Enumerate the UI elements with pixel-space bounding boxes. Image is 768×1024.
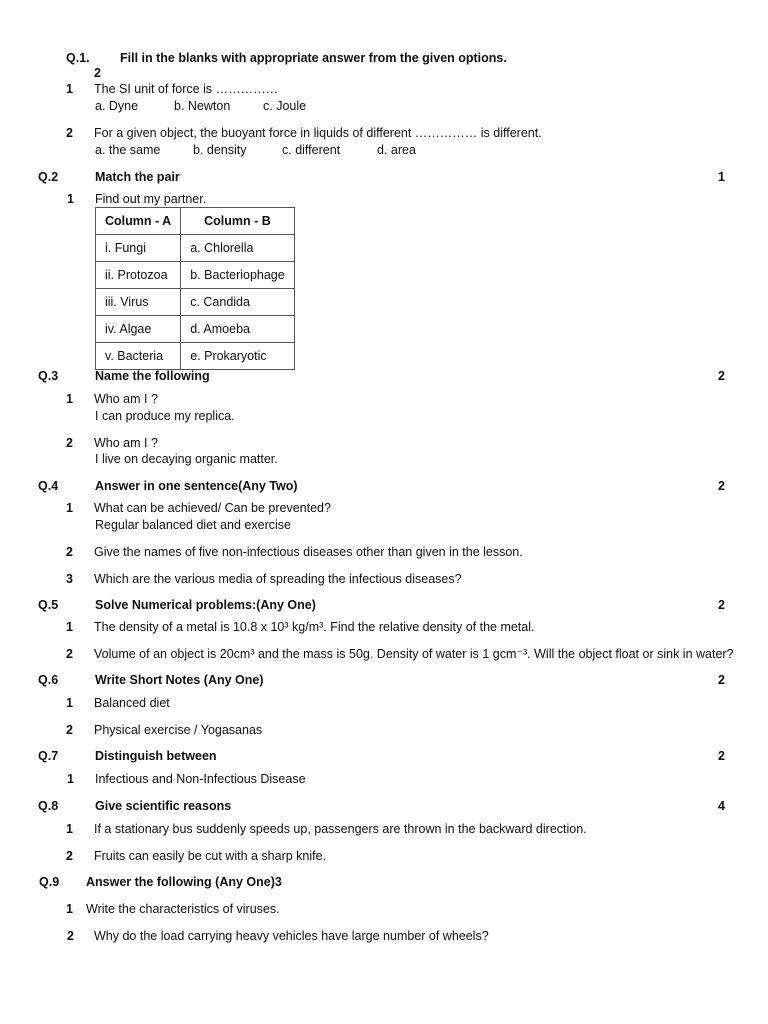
q6-number: Q.6: [38, 673, 59, 687]
q2-number: Q.2: [38, 170, 59, 184]
q4-item-1-sub: Regular balanced diet and exercise: [95, 518, 291, 532]
q9-item-2-number: 2: [67, 929, 74, 943]
q4-title: Answer in one sentence(Any Two): [95, 479, 298, 493]
table-row: [96, 262, 295, 289]
table-cell: b. Bacteriophage: [181, 262, 295, 289]
q1-item-2-option-c: c. different: [282, 143, 341, 157]
q2-item-1-number: 1: [67, 192, 74, 206]
column-b-header: Column - B: [181, 208, 295, 235]
table-header-row: [96, 208, 295, 235]
table-row: [96, 316, 295, 343]
table-cell: iv. Algae: [96, 316, 181, 343]
q6-item-1-text: Balanced diet: [94, 696, 170, 710]
q4-item-1-number: 1: [66, 501, 73, 515]
q1-item-2-option-a: a. the same: [95, 143, 161, 157]
q1-item-1-number: 1: [66, 82, 73, 96]
table-cell: e. Prokaryotic: [181, 343, 295, 370]
q1-item-1-option-b: b. Newton: [174, 99, 231, 113]
q3-title: Name the following: [95, 369, 210, 383]
q9-item-2-text: Why do the load carrying heavy vehicles have large number of wheels?: [94, 929, 489, 943]
q3-item-1-number: 1: [66, 392, 73, 406]
q1-item-2-number: 2: [66, 126, 73, 140]
q1-item-1-option-c: c. Joule: [263, 99, 307, 113]
q7-marks: 2: [718, 749, 725, 763]
q4-item-2-text: Give the names of five non-infectious diseases other than given in the lesson.: [94, 545, 523, 559]
table-row: [96, 289, 295, 316]
column-a-header: Column - A: [96, 208, 181, 235]
table-row: [96, 235, 295, 262]
q6-item-2-text: Physical exercise / Yogasanas: [94, 723, 263, 737]
match-the-pair-table: [95, 207, 295, 370]
q1-item-2-text: For a given object, the buoyant force in liquids of different …………… is different.: [94, 126, 542, 140]
q1-title: Fill in the blanks with appropriate answer from the given options.: [120, 51, 507, 65]
table-cell: d. Amoeba: [181, 316, 295, 343]
q5-marks: 2: [718, 598, 725, 612]
q8-item-2-number: 2: [66, 849, 73, 863]
q3-item-2-number: 2: [66, 436, 73, 450]
q7-title: Distinguish between: [95, 749, 217, 763]
q1-item-1-option-a: a. Dyne: [95, 99, 139, 113]
q1-item-2-option-b: b. density: [193, 143, 247, 157]
q2-title: Match the pair: [95, 170, 180, 184]
q6-item-1-number: 1: [66, 696, 73, 710]
q7-number: Q.7: [38, 749, 59, 763]
q6-marks: 2: [718, 673, 725, 687]
q9-item-1-text: Write the characteristics of viruses.: [86, 902, 280, 916]
table-row: [96, 343, 295, 370]
q7-item-1-text: Infectious and Non-Infectious Disease: [95, 772, 306, 786]
q9-item-1-number: 1: [66, 902, 73, 916]
q4-item-3-text: Which are the various media of spreading the infectious diseases?: [94, 572, 462, 586]
q8-item-1-text: If a stationary bus suddenly speeds up, passengers are thrown in the backward direction.: [94, 822, 587, 836]
table-cell: iii. Virus: [96, 289, 181, 316]
q6-item-2-number: 2: [66, 723, 73, 737]
q3-item-1-text: Who am I ?: [94, 392, 158, 406]
table-cell: ii. Protozoa: [96, 262, 181, 289]
table-cell: v. Bacteria: [96, 343, 181, 370]
q2-item-1-text: Find out my partner.: [95, 192, 207, 206]
q4-item-3-number: 3: [66, 572, 73, 586]
q7-item-1-number: 1: [67, 772, 74, 786]
q5-item-2-text: Volume of an object is 20cm³ and the mass is 50g. Density of water is 1 gcm⁻³. Will the object float or sink in water?: [94, 647, 734, 661]
q8-marks: 4: [718, 799, 725, 813]
q5-item-1-number: 1: [66, 620, 73, 634]
q8-title: Give scientific reasons: [95, 799, 232, 813]
q8-item-2-text: Fruits can easily be cut with a sharp knife.: [94, 849, 327, 863]
q1-item-1-text: The SI unit of force is ……………: [94, 82, 279, 96]
q5-item-1-text: The density of a metal is 10.8 x 10³ kg/m³. Find the relative density of the metal.: [94, 620, 535, 634]
q9-title: Answer the following (Any One)3: [86, 875, 282, 889]
q8-number: Q.8: [38, 799, 59, 813]
q3-marks: 2: [718, 369, 725, 383]
table-cell: c. Candida: [181, 289, 295, 316]
q1-marks: 2: [94, 66, 101, 80]
q8-item-1-number: 1: [66, 822, 73, 836]
q5-item-2-number: 2: [66, 647, 73, 661]
q4-item-1-text: What can be achieved/ Can be prevented?: [94, 501, 331, 515]
q5-title: Solve Numerical problems:(Any One): [95, 598, 316, 612]
q4-number: Q.4: [38, 479, 59, 493]
q1-number: Q.1.: [66, 51, 90, 65]
q4-marks: 2: [718, 479, 725, 493]
q1-item-2-option-d: d. area: [377, 143, 416, 157]
q3-item-2-sub: I live on decaying organic matter.: [95, 452, 278, 466]
q3-number: Q.3: [38, 369, 59, 383]
q4-item-2-number: 2: [66, 545, 73, 559]
q3-item-1-sub: I can produce my replica.: [95, 409, 235, 423]
q9-number: Q.9: [39, 875, 60, 889]
q5-number: Q.5: [38, 598, 59, 612]
q2-marks: 1: [718, 170, 725, 184]
table-cell: a. Chlorella: [181, 235, 295, 262]
q6-title: Write Short Notes (Any One): [95, 673, 264, 687]
q3-item-2-text: Who am I ?: [94, 436, 158, 450]
table-cell: i. Fungi: [96, 235, 181, 262]
